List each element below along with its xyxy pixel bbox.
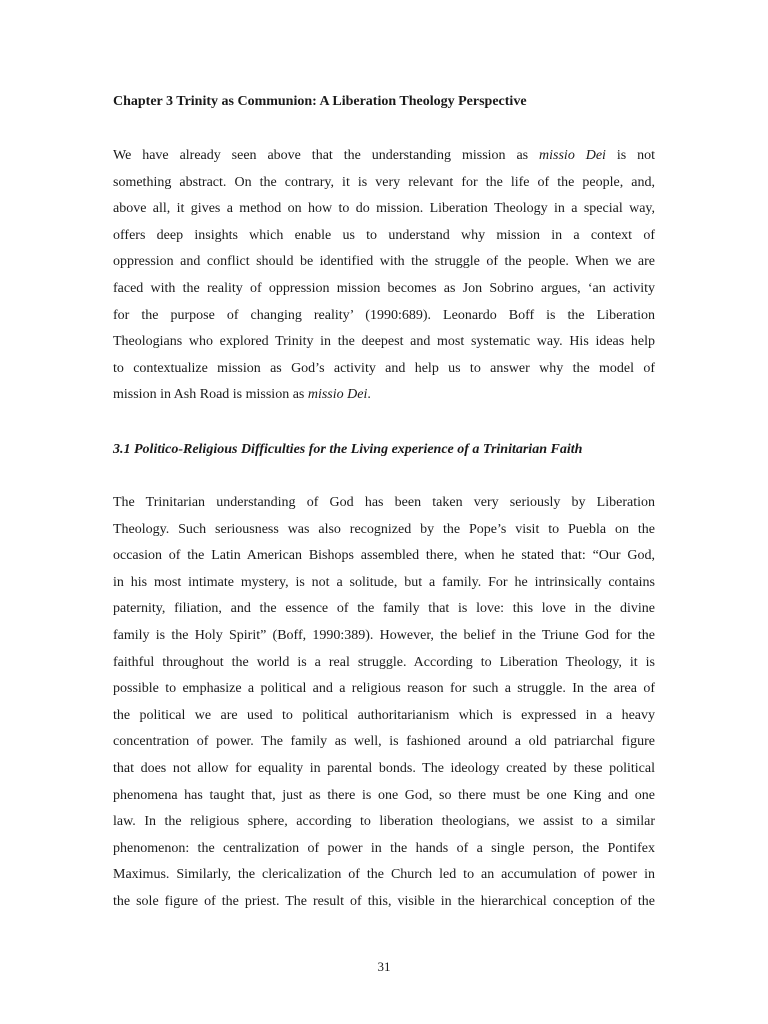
paragraph-line: above all, it gives a method on how to do mission. Liberation Theology in a special way, <box>113 201 655 217</box>
chapter-title: Chapter 3 Trinity as Communion: A Liberation Theology Perspective <box>113 94 527 109</box>
section-heading: 3.1 Politico-Religious Difficulties for the Living experience of a Trinitarian Faith <box>113 442 583 457</box>
paragraph-line: The Trinitarian understanding of God has been taken very seriously by Liberation <box>113 495 655 510</box>
italic-term: missio Dei <box>539 148 606 163</box>
paragraph-line: possible to emphasize a political and a religious reason for such a struggle. In the area of <box>113 681 655 697</box>
paragraph-line: Maximus. Similarly, the clericalization of the Church led to an accumulation of power in <box>113 867 655 883</box>
paragraph-line: occasion of the Latin American Bishops assembled there, when he stated that: “Our God, <box>113 548 655 564</box>
body-paragraph <box>113 490 655 916</box>
paragraph-line: that does not allow for equality in parental bonds. The ideology created by these political <box>113 760 655 776</box>
paragraph-line: Theologians who explored Trinity in the deepest and most systematic way. His ideas help <box>113 334 655 350</box>
paragraph-line: something abstract. On the contrary, it is very relevant for the life of the people, and, <box>113 174 655 190</box>
paragraph-line: paternity, filiation, and the essence of the family that is love: this love in the divine <box>113 601 655 617</box>
italic-term: missio Dei <box>307 387 368 403</box>
paragraph-line: the political we are used to political authoritarianism which is expressed in a heavy <box>113 707 655 723</box>
paragraph-line: concentration of power. The family as well, is fashioned around a old patriarchal figure <box>113 734 655 750</box>
paragraph-line: family is the Holy Spirit” (Boff, 1990:389). However, the belief in the Triune God for the <box>113 627 655 643</box>
paragraph-line: oppression and conflict should be identified with the struggle of the people. When we are <box>113 254 655 270</box>
paragraph-line: mission in Ash Road is mission as missio Dei. <box>113 387 371 403</box>
page-number: 31 <box>377 959 391 974</box>
paragraph-line: for the purpose of changing reality’ (1990:689). Leonardo Boff is the Liberation <box>113 307 655 323</box>
paragraph-line: phenomena has taught that, just as there is one God, so there must be one King and one <box>113 787 655 803</box>
paragraph-line: law. In the religious sphere, according to liberation theologians, we assist to a similar <box>113 814 655 830</box>
intro-paragraph <box>113 143 655 409</box>
paragraph-line: to contextualize mission as God’s activity and help us to answer why the model of <box>113 360 655 376</box>
paragraph-line: faithful throughout the world is a real struggle. According to Liberation Theology, it is <box>113 654 655 670</box>
paragraph-line: the sole figure of the priest. The result of this, visible in the hierarchical conception of the <box>113 893 655 909</box>
paragraph-line: We have already seen above that the understanding mission as missio Dei is not <box>113 148 656 163</box>
paragraph-line: in his most intimate mystery, is not a solitude, but a family. For he intrinsically contains <box>113 574 655 590</box>
paragraph-line: offers deep insights which enable us to understand why mission in a context of <box>113 227 655 243</box>
paragraph-line: phenomenon: the centralization of power in the hands of a single person, the Pontifex <box>113 840 655 856</box>
paragraph-line: faced with the reality of oppression mission becomes as Jon Sobrino argues, ‘an activity <box>113 280 655 296</box>
paragraph-line: Theology. Such seriousness was also recognized by the Pope’s visit to Puebla on the <box>113 521 655 537</box>
